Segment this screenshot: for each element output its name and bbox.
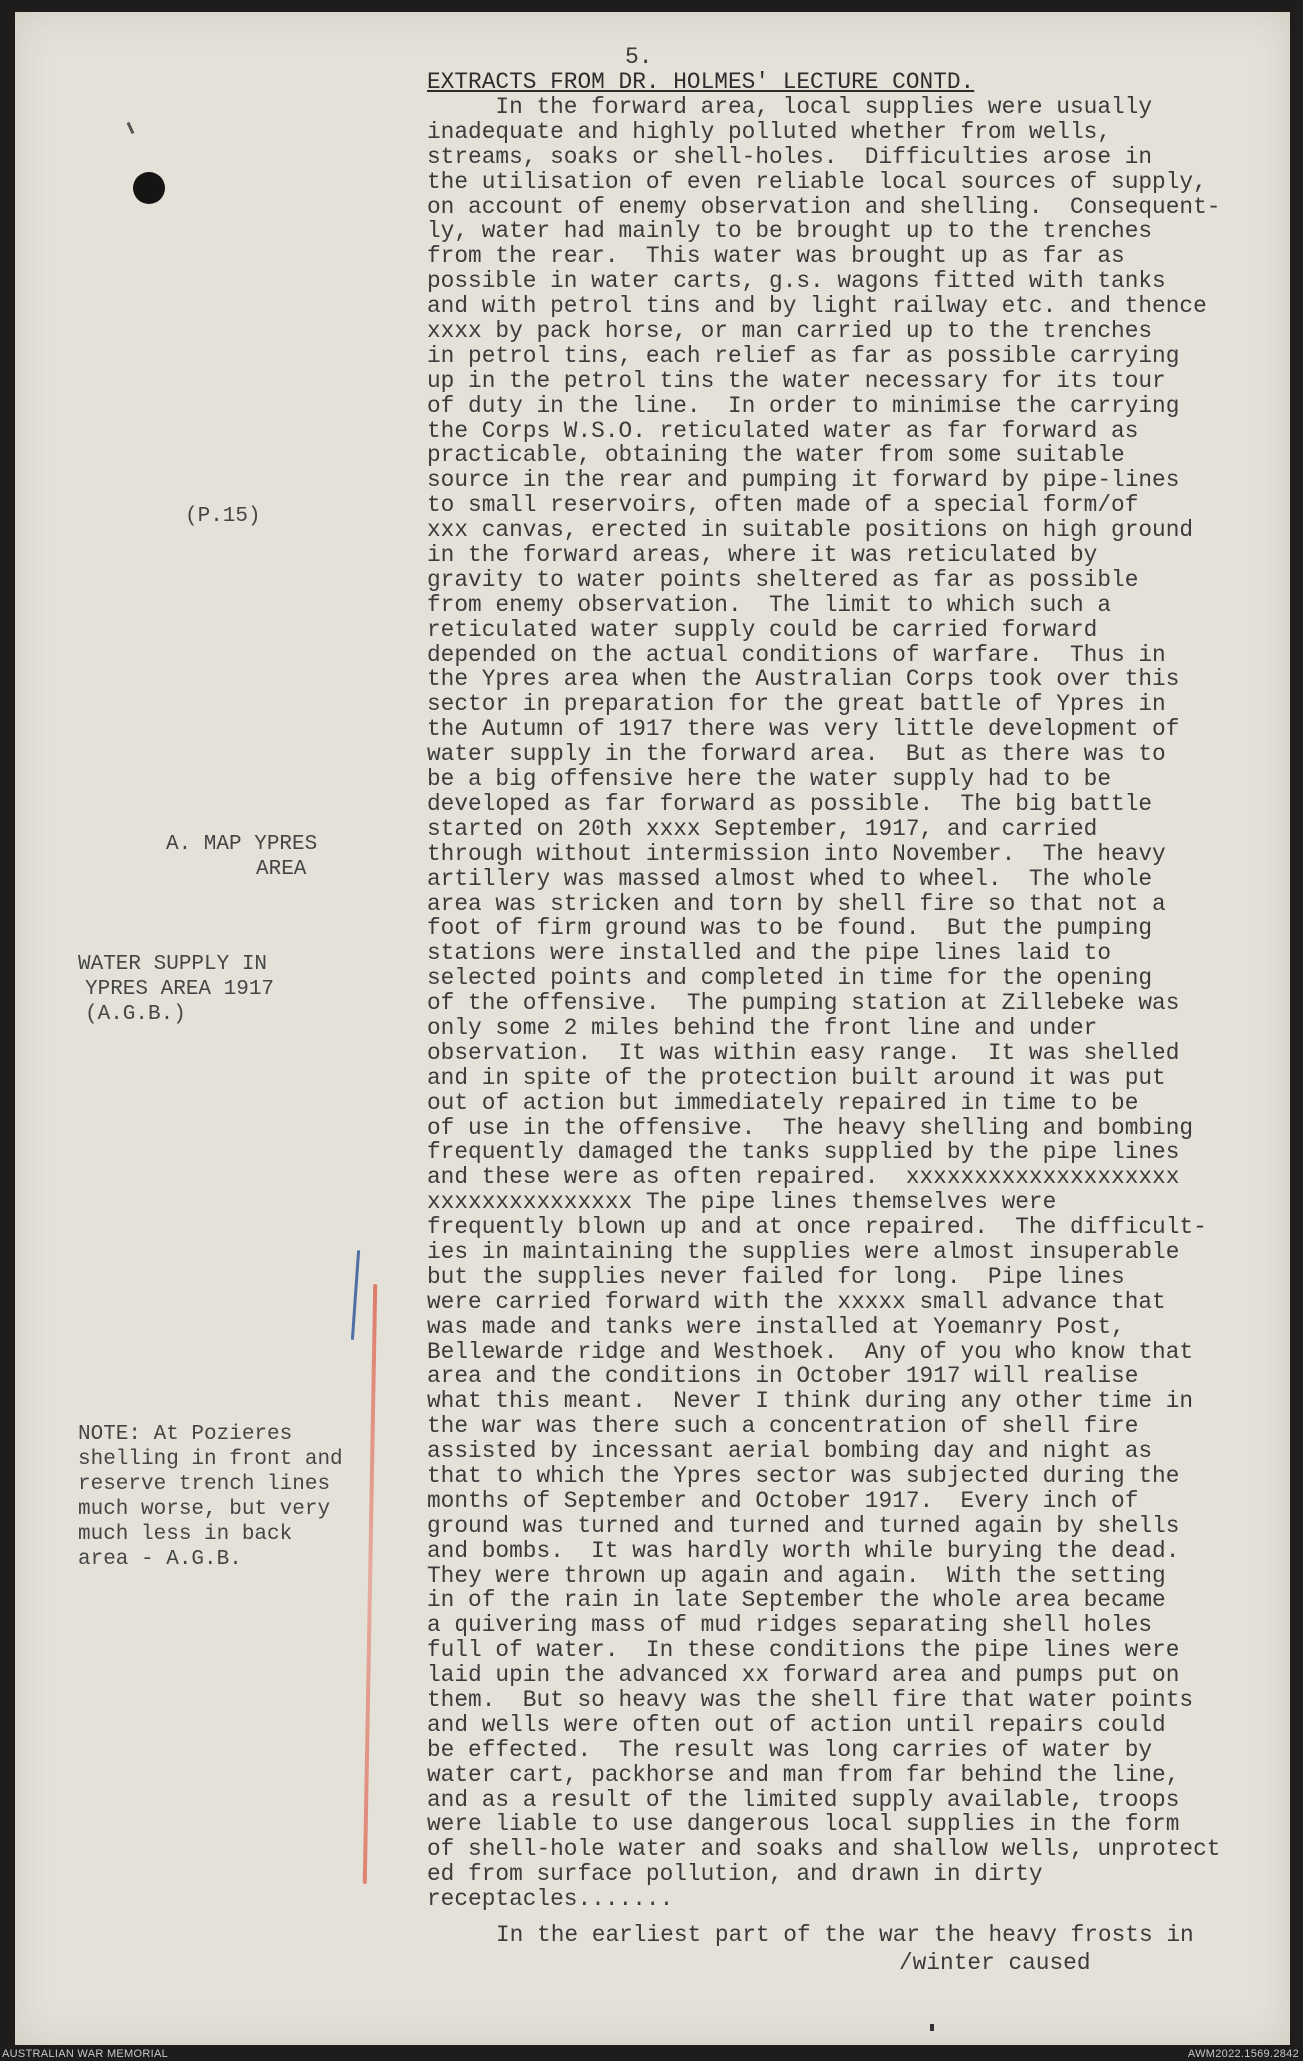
body-line: developed as far forward as possible. The big battle (427, 790, 1153, 817)
punch-hole (133, 172, 165, 204)
body-line: in petrol tins, each relief as far as possible carrying (427, 342, 1180, 369)
body-line: of shell-hole water and soaks and shallow wells, unprotect (427, 1836, 1221, 1863)
body-line: be effected. The result was long carries of water by (427, 1736, 1153, 1763)
red-pencil-margin-line (363, 1284, 377, 1884)
margin-page-reference: (P.15) (185, 505, 261, 528)
body-line: receptacles....... (427, 1886, 674, 1913)
body-line: from enemy observation. The limit to which such a (427, 591, 1112, 618)
body-line: a quivering mass of mud ridges separating shell holes (427, 1612, 1153, 1639)
body-line: but the supplies never failed for long. Pipe lines (427, 1263, 1125, 1290)
blue-pencil-mark (351, 1250, 360, 1340)
footer-archive-name: AUSTRALIAN WAR MEMORIAL (2, 2048, 169, 2060)
body-text (427, 95, 1303, 1912)
document-page (15, 12, 1290, 2045)
footer-item-id: AWM2022.1569.2842 (1187, 2048, 1299, 2060)
body-line: water cart, packhorse and man from far behind the line, (427, 1761, 1180, 1788)
pencil-tick-mark (127, 122, 135, 134)
body-line: were carried forward with the xxxxx small advance that (427, 1288, 1166, 1315)
margin-note-line-2: shelling in front and (78, 1448, 343, 1471)
body-line: the Ypres area when the Australian Corps took over this (427, 666, 1180, 693)
body-line: artillery was massed almost whed to wheel. The whole (427, 865, 1153, 892)
body-line: possible in water carts, g.s. wagons fitted with tanks (427, 268, 1166, 295)
body-line: and as a result of the limited supply available, troops (427, 1786, 1180, 1813)
ink-dot (930, 2024, 934, 2031)
body-line: were liable to use dangerous local supplies in the form (427, 1811, 1180, 1838)
body-line: them. But so heavy was the shell fire that water points (427, 1687, 1194, 1713)
body-line: observation. It was within easy range. It was shelled (427, 1039, 1180, 1066)
body-line: months of September and October 1917. Every inch of (427, 1487, 1139, 1514)
body-line: started on 20th xxxx September, 1917, and carried (427, 815, 1098, 842)
body-line: sector in preparation for the great battle of Ypres in (427, 691, 1166, 718)
body-line: frequently blown up and at once repaired. The difficult- (427, 1214, 1207, 1241)
margin-map-label-line-1: A. MAP YPRES (166, 833, 318, 856)
body-line: in the forward areas, where it was reticulated by (427, 542, 1098, 569)
body-line: up in the petrol tins the water necessary for its tour (427, 367, 1166, 394)
body-line: to small reservoirs, often made of a special form/of (427, 492, 1139, 519)
margin-note-line-1: NOTE: At Pozieres (78, 1423, 293, 1446)
body-line: through without intermission into November. The heavy (427, 840, 1166, 867)
body-line: the Corps W.S.O. reticulated water as far forward as (427, 417, 1139, 444)
body-line: area and the conditions in October 1917 will realise (427, 1363, 1139, 1390)
body-line: water supply in the forward area. But as there was to (427, 741, 1166, 768)
body-line: selected points and completed in time for the opening (427, 965, 1153, 992)
body-line: that to which the Ypres sector was subjected during the (427, 1462, 1180, 1489)
body-line: only some 2 miles behind the front line and under (427, 1014, 1098, 1041)
body-line: inadequate and highly polluted whether from wells, (427, 118, 1112, 145)
body-line: gravity to water points sheltered as far as possible (427, 566, 1139, 593)
body-line: and wells were often out of action until repairs could (427, 1711, 1166, 1738)
body-line: of use in the offensive. The heavy shelling and bombing (427, 1114, 1194, 1141)
margin-map-label-line-2: AREA (256, 858, 307, 881)
body-line: frequently damaged the tanks supplied by the pipe lines (427, 1139, 1180, 1166)
margin-note-line-6: area - A.G.B. (78, 1548, 242, 1571)
body-line: the utilisation of even reliable local sources of supply, (427, 168, 1207, 195)
body-line: of duty in the line. In order to minimise the carrying (427, 392, 1180, 419)
body-line: xxxxxxxxxxxxxxx The pipe lines themselves were (427, 1189, 1057, 1216)
margin-supply-label-line-3: (A.G.B.) (85, 1003, 186, 1026)
body-line: reticulated water supply could be carried forward (427, 616, 1098, 643)
body-line: ly, water had mainly to be brought up to the trenches (427, 218, 1153, 245)
margin-note-line-5: much less in back (78, 1523, 293, 1546)
body-line: on account of enemy observation and shelling. Consequent- (427, 193, 1221, 220)
page-number: 5. (625, 44, 653, 70)
body-line: the Autumn of 1917 there was very little development of (427, 716, 1180, 743)
body-line: laid upin the advanced xx forward area and pumps put on (427, 1662, 1180, 1689)
body-line: what this meant. Never I think during any other time in (427, 1388, 1194, 1415)
closing-line-2: /winter caused (899, 1950, 1091, 1976)
body-line: Bellewarde ridge and Westhoek. Any of you who know that (427, 1338, 1194, 1365)
body-line: depended on the actual conditions of warfare. Thus in (427, 641, 1166, 668)
body-line: xxxx by pack horse, or man carried up to the trenches (427, 318, 1153, 345)
body-line: out of action but immediately repaired in time to be (427, 1089, 1139, 1116)
body-line: source in the rear and pumping it forward by pipe-lines (427, 467, 1180, 494)
body-line: ed from surface pollution, and drawn in dirty (427, 1861, 1043, 1888)
closing-line-1: In the earliest part of the war the heavy frosts in (496, 1922, 1194, 1948)
body-line: and these were as often repaired. xxxxxxxxxxxxxxxxxxxx (427, 1164, 1180, 1191)
body-line: area was stricken and torn by shell fire so that not a (427, 890, 1166, 917)
body-line: foot of firm ground was to be found. But the pumping (427, 915, 1153, 942)
margin-supply-label-line-2: YPRES AREA 1917 (85, 978, 275, 1001)
body-line: In the forward area, local supplies were usually (427, 94, 1153, 120)
margin-supply-label-line-1: WATER SUPPLY IN (78, 953, 268, 976)
body-line: and in spite of the protection built around it was put (427, 1064, 1166, 1091)
body-line: and bombs. It was hardly worth while burying the dead. (427, 1537, 1180, 1564)
margin-note-line-4: much worse, but very (78, 1498, 331, 1521)
body-line: be a big offensive here the water supply had to be (427, 766, 1112, 793)
body-line: ground was turned and turned and turned again by shells (427, 1512, 1180, 1539)
body-line: stations were installed and the pipe lines laid to (427, 940, 1112, 967)
body-line: streams, soaks or shell-holes. Difficulties arose in (427, 143, 1153, 170)
body-line: assisted by incessant aerial bombing day and night as (427, 1438, 1153, 1465)
body-line: They were thrown up again and again. With the setting (427, 1562, 1166, 1589)
body-line: from the rear. This water was brought up as far as (427, 243, 1125, 270)
page-heading: EXTRACTS FROM DR. HOLMES' LECTURE CONTD. (427, 69, 975, 95)
body-line: xxx canvas, erected in suitable positions on high ground (427, 517, 1194, 544)
body-line: the war was there such a concentration of shell fire (427, 1413, 1139, 1440)
body-line: in of the rain in late September the whole area became (427, 1587, 1166, 1614)
body-line: practicable, obtaining the water from some suitable (427, 442, 1125, 469)
body-line: full of water. In these conditions the pipe lines were (427, 1637, 1180, 1664)
margin-note-line-3: reserve trench lines (78, 1473, 331, 1496)
body-line: and with petrol tins and by light railway etc. and thence (427, 293, 1207, 320)
body-line: of the offensive. The pumping station at Zillebeke was (427, 990, 1180, 1017)
body-line: was made and tanks were installed at Yoemanry Post, (427, 1313, 1125, 1340)
body-line: ies in maintaining the supplies were almost insuperable (427, 1238, 1180, 1265)
